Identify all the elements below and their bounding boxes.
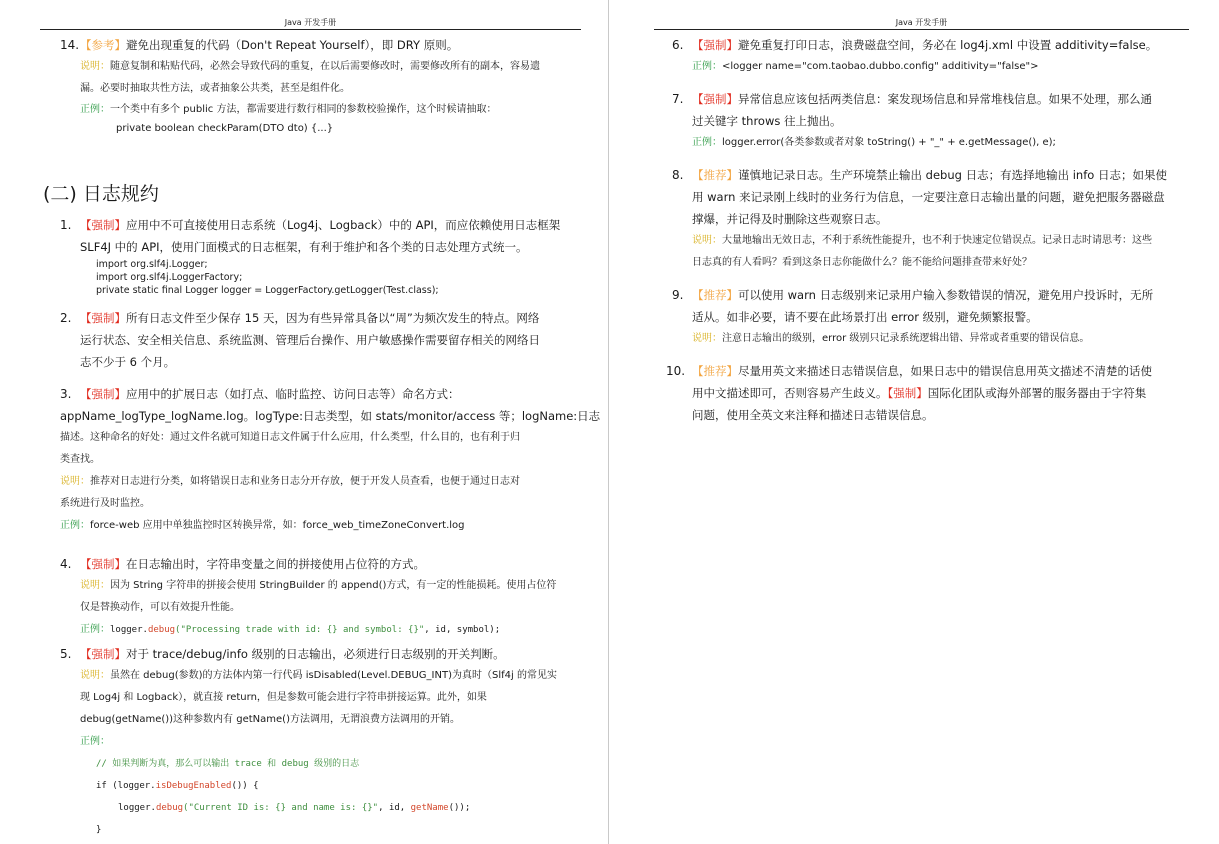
- explain-label: 说明：: [692, 235, 722, 246]
- tag-mandatory: 【强制】: [692, 38, 738, 52]
- item-number: 9.: [672, 288, 684, 302]
- explain-label: 说明：: [80, 670, 110, 681]
- rule-item-4: [60, 553, 580, 641]
- tag-mandatory: 【强制】: [80, 647, 126, 661]
- tag-reference: 【参考】: [80, 38, 126, 52]
- rule-item-14: [60, 34, 580, 138]
- left-content: [60, 34, 580, 148]
- code-comment: // 如果判断为真，那么可以输出 trace 和 debug 级别的日志: [96, 759, 360, 769]
- tag-mandatory: 【强制】: [80, 311, 126, 325]
- explain-label: 说明：: [60, 476, 90, 487]
- left-page: [0, 0, 609, 844]
- rule-text: 国际化团队或海外部署的服务器由于字符集: [927, 386, 1147, 400]
- rule-text: 志不少于 6 个月。: [80, 355, 176, 369]
- item-number: 1.: [60, 218, 72, 232]
- example-code: private boolean checkParam(DTO dto) {...}: [116, 123, 334, 134]
- code-token: }: [96, 825, 102, 835]
- code-token: ());: [448, 803, 471, 813]
- rule-item-2: [60, 307, 580, 373]
- explain-text: 仅是替换动作，可以有效提升性能。: [80, 602, 240, 613]
- explain-text: 系统进行及时监控。: [60, 498, 150, 509]
- tag-recommended: 【推荐】: [692, 364, 738, 378]
- example-label: 正例：: [692, 61, 722, 72]
- item-number: 6.: [672, 38, 684, 52]
- rule-text: 过关键字 throws 往上抛出。: [692, 114, 842, 128]
- rule-text: 用 warn 来记录刚上线时的业务行为信息，一定要注意日志输出量的问题，避免把服务器磁盘: [692, 190, 1165, 204]
- rule-text: 避免出现重复的代码（Don't Repeat Yourself），即 DRY 原则。: [126, 38, 459, 52]
- tag-mandatory: 【强制】: [80, 557, 126, 571]
- explain-text: 推荐对日志进行分类，如将错误日志和业务日志分开存放，便于开发人员查看，也便于通过日志对: [90, 476, 520, 487]
- section-title: (二) 日志规约: [43, 183, 159, 205]
- code-token: getName: [410, 803, 449, 813]
- example-label: 正例：: [80, 104, 110, 115]
- code-line: private static final Logger logger = LoggerFactory.getLogger(Test.class);: [96, 285, 439, 296]
- right-content: [666, 34, 1202, 436]
- item-number: 7.: [672, 92, 684, 106]
- code-token: ()) {: [231, 781, 259, 791]
- rule-item-6: [672, 34, 1202, 78]
- item-number: 8.: [672, 168, 684, 182]
- code-token: logger.: [118, 803, 156, 813]
- example-text: logger.error(各类参数或者对象 toString() + "_" + e.getMessage(), e);: [722, 137, 1056, 148]
- code-token: logger: [110, 625, 143, 635]
- rule-text: 应用中的扩展日志（如打点、临时监控、访问日志等）命名方式：: [126, 387, 460, 401]
- example-text: <logger name="com.taobao.dubbo.config" additivity="false">: [722, 61, 1039, 72]
- code-token: ("Processing trade with id: {} and symbol: {}": [175, 625, 425, 635]
- rule-text: 问题，使用全英文来注释和描述日志错误信息。: [692, 408, 934, 422]
- tag-recommended: 【推荐】: [692, 288, 738, 302]
- right-page: [610, 0, 1219, 844]
- explain-text: 虽然在 debug(参数)的方法体内第一行代码 isDisabled(Level.DEBUG_INT)为真时（Slf4j 的常见实: [110, 670, 557, 681]
- example-text: 一个类中有多个 public 方法，都需要进行数行相同的参数校验操作，这个时候请抽取：: [110, 104, 497, 115]
- running-header: Java 开发手册: [40, 17, 581, 30]
- rule-item-10: [666, 360, 1202, 426]
- tag-mandatory: 【强制】: [887, 386, 928, 400]
- example-label: 正例：: [60, 520, 90, 531]
- explain-text: 大量地输出无效日志，不利于系统性能提升，也不利于快速定位错误点。记录日志时请思考：这些: [722, 235, 1152, 246]
- rule-item-3: [60, 383, 601, 537]
- explain-text: 随意复制和粘贴代码，必然会导致代码的重复，在以后需要修改时，需要修改所有的副本，容易遗: [110, 61, 540, 72]
- code-line: import org.slf4j.Logger;: [96, 259, 208, 270]
- code-token: isDebugEnabled: [155, 781, 232, 791]
- rule-item-7: [672, 88, 1202, 154]
- code-token: debug: [147, 625, 176, 635]
- rule-text: SLF4J 中的 API，使用门面模式的日志框架，有利于维护和各个类的日志处理方式统一。: [80, 240, 528, 254]
- item-number: 4.: [60, 557, 72, 571]
- explain-label: 说明：: [80, 61, 110, 72]
- example-label: 正例：: [80, 736, 110, 747]
- rule-text: 用中文描述即可，否则容易产生歧义。: [692, 386, 888, 400]
- rule-text: 避免重复打印日志，浪费磁盘空间，务必在 log4j.xml 中设置 additivity=false。: [738, 38, 1158, 52]
- code-token: .: [142, 625, 148, 635]
- rule-text: 尽量用英文来描述日志错误信息，如果日志中的错误信息用英文描述不清楚的话使: [738, 364, 1152, 378]
- item-number: 5.: [60, 647, 72, 661]
- code-token: if (logger.: [96, 781, 156, 791]
- rule-text: 谨慎地记录日志。生产环境禁止输出 debug 日志；有选择地输出 info 日志；如果使: [738, 168, 1167, 182]
- code-line: import org.slf4j.LoggerFactory;: [96, 272, 243, 283]
- tag-mandatory: 【强制】: [80, 218, 126, 232]
- item-number: 3.: [60, 387, 72, 401]
- explain-text: debug(getName())这种参数内有 getName()方法调用，无谓浪费方法调用的开销。: [80, 714, 460, 725]
- rule-text: 适从。如非必要，请不要在此场景打出 error 级别，避免频繁报警。: [692, 310, 1038, 324]
- rule-text: 异常信息应该包括两类信息：案发现场信息和异常堆栈信息。如果不处理，那么通: [738, 92, 1152, 106]
- tag-mandatory: 【强制】: [692, 92, 738, 106]
- explain-text: 日志真的有人看吗？看到这条日志你能做什么？能不能给问题排查带来好处？: [692, 257, 1032, 268]
- item-number: 2.: [60, 311, 72, 325]
- rule-text: 撑爆，并记得及时删除这些观察日志。: [692, 212, 888, 226]
- rule-text: 描述。这种命名的好处：通过文件名就可知道日志文件属于什么应用，什么类型，什么目的，也有利于归: [60, 432, 520, 443]
- item-number: 14.: [60, 38, 80, 52]
- example-text: force-web 应用中单独监控时区转换异常，如：force_web_timeZoneConvert.log: [90, 520, 465, 531]
- rule-text: 可以使用 warn 日志级别来记录用户输入参数错误的情况，避免用户投诉时，无所: [738, 288, 1154, 302]
- rule-text: 类查找。: [60, 454, 100, 465]
- explain-label: 说明：: [80, 580, 110, 591]
- rule-text: 对于 trace/debug/info 级别的日志输出，必须进行日志级别的开关判断。: [126, 647, 505, 661]
- tag-mandatory: 【强制】: [80, 387, 126, 401]
- rule-item-1: [60, 214, 580, 297]
- rule-text: appName_logType_logName.log。logType:日志类型，如 stats/monitor/access 等；logName:日志: [60, 409, 601, 423]
- item-number: 10.: [666, 364, 686, 378]
- rule-item-8: [672, 164, 1202, 274]
- explain-text: 因为 String 字符串的拼接会使用 StringBuilder 的 append()方式，有一定的性能损耗。使用占位符: [110, 580, 557, 591]
- example-label: 正例：: [692, 137, 722, 148]
- explain-text: 现 Log4j 和 Logback），就直接 return，但是参数可能会进行字符串拼接运算。此外，如果: [80, 692, 487, 703]
- running-header: Java 开发手册: [654, 17, 1189, 30]
- rule-text: 在日志输出时，字符串变量之间的拼接使用占位符的方式。: [126, 557, 425, 571]
- rule-item-9: [672, 284, 1202, 350]
- code-token: debug: [155, 803, 184, 813]
- example-label: 正例：: [80, 624, 110, 635]
- explain-text: 漏。必要时抽取共性方法，或者抽象公共类，甚至是组件化。: [80, 83, 350, 94]
- code-token: , id,: [378, 803, 411, 813]
- rule-text: 运行状态、安全相关信息、系统监测、管理后台操作、用户敏感操作需要留存相关的网络日: [80, 333, 540, 347]
- code-token: ("Current ID is: {} and name is: {}": [183, 803, 379, 813]
- left-content-logs: [60, 214, 601, 844]
- rule-text: 应用中不可直接使用日志系统（Log4j、Logback）中的 API，而应依赖使用日志框架: [126, 218, 561, 232]
- tag-recommended: 【推荐】: [692, 168, 738, 182]
- code-token: , id, symbol);: [424, 625, 501, 635]
- rule-text: 所有日志文件至少保存 15 天，因为有些异常具备以“周”为频次发生的特点。网络: [126, 311, 540, 325]
- rule-item-5: [60, 643, 580, 841]
- explain-label: 说明：: [692, 333, 722, 344]
- explain-text: 注意日志输出的级别，error 级别只记录系统逻辑出错、异常或者重要的错误信息。: [722, 333, 1090, 344]
